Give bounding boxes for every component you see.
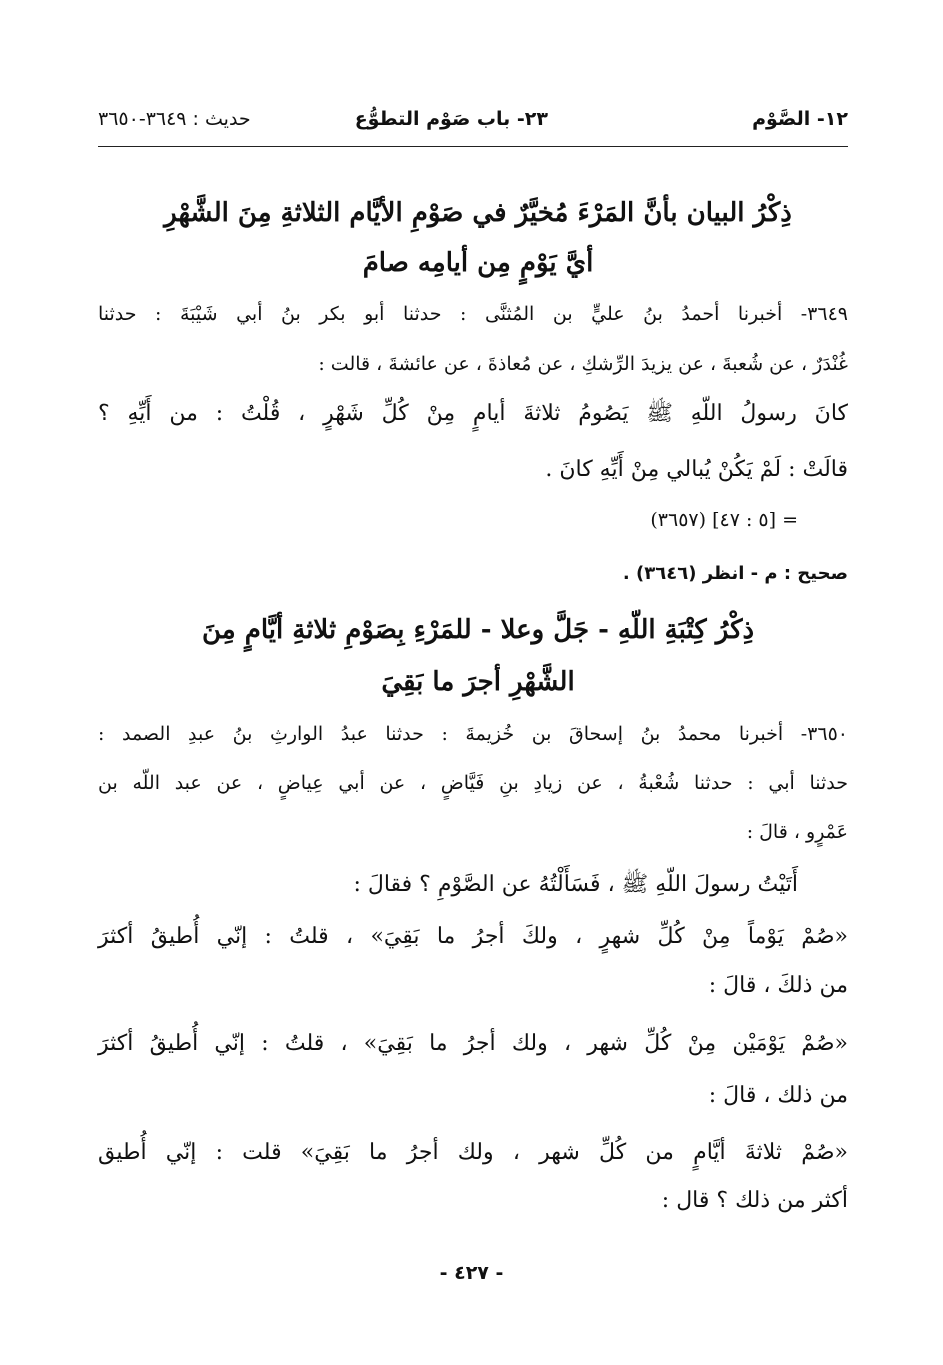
page-number: - ٤٢٧ -	[439, 1262, 504, 1284]
section2-heading-line2: الشَّهْرِ أجرَ ما بَقِيَ	[381, 667, 575, 697]
hadith-3649-matn-line2: قالَتْ : لَمْ يَكُنْ يُبالي مِنْ أَيِّهِ كانَ .	[545, 457, 848, 482]
header-hadith-range: حديث : ٣٦٤٩-٣٦٥٠	[98, 108, 251, 130]
hadith-3649-isnad-line2: غُنْدَرٌ ، عن شُعبةَ ، عن يزيدَ الرِّشكِ ، عن مُعاذةَ ، عن عائشةَ ، قالت :	[318, 353, 848, 375]
hadith-3650-matn-line7: أكثر من ذلك ؟ قال :	[661, 1188, 848, 1213]
hadith-3650-isnad-line2: حدثنا أبي : حدثنا شُعْبةُ ، عن زيادِ بنِ فَيَّاضٍ ، عن أبي عِياضٍ ، عن عبد اللّه بن	[98, 772, 848, 794]
hadith-3649-matn-line1: كانَ رسولُ اللّهِ ﷺ يَصُومُ ثلاثةَ أيامٍ مِنْ كُلِّ شَهْرٍ ، قُلْتُ : من أَيِّهِ ؟	[98, 401, 848, 426]
section1-heading-line1: ذِكْرُ البيان بأنَّ المَرْءَ مُخيَّرٌ في صَوْمِ الأيَّام الثلاثةِ مِنَ الشَّهْرِ	[164, 198, 792, 228]
hadith-3650-matn-line6: «صُمْ ثلاثةَ أيَّامٍ من كُلِّ شهر ، ولك أجرُ ما بَقِيَ» قلت : إنّي أُطيق	[98, 1140, 848, 1165]
hadith-3650-matn-line3: من ذلكَ ، قالَ :	[708, 973, 848, 998]
hadith-3649-isnad-line1: ٣٦٤٩- أخبرنا أحمدُ بنُ عليٍّ بن المُثنَّى : حدثنا أبو بكر بنُ أبي شَيْبَةَ : حدثنا	[98, 303, 848, 325]
hadith-3650-isnad-line1: ٣٦٥٠- أخبرنا محمدُ بنُ إسحاقَ بن خُزيمةَ : حدثنا عبدُ الوارثِ بنُ عبدِ الصمد :	[98, 723, 848, 745]
hadith-3649-grade: صحيح : م - انظر (٣٦٤٦) .	[622, 563, 848, 584]
section1-heading-line2: أيَّ يَوْمٍ مِن أيامِه صامَ	[362, 248, 594, 278]
hadith-3650-matn-line4: «صُمْ يَوْمَيْن مِنْ كُلِّ شهر ، ولك أجرُ ما بَقِيَ» ، قلتُ : إنّي أُطيقُ أكثرَ	[98, 1031, 849, 1056]
hadith-3650-matn-line1: أَتَيْتُ رسولَ اللّهِ ﷺ ، فَسَأَلْتُهُ عن الصَّوْمِ ؟ فقالَ :	[353, 872, 798, 897]
header-book-title: ١٢- الصَّوْم	[752, 108, 848, 130]
header-chapter-title: ٢٣- باب صَوْم التطوُّع	[354, 108, 548, 130]
hadith-3650-matn-line2: «صُمْ يَوْماً مِنْ كُلِّ شهرٍ ، ولكَ أجرُ ما بَقِيَ» ، قلتُ : إنّي أُطيقُ أكثرَ	[98, 924, 848, 949]
running-header	[98, 108, 848, 142]
hadith-3650-matn-line5: من ذلك ، قالَ :	[708, 1083, 848, 1108]
header-divider	[98, 146, 848, 147]
hadith-3650-isnad-line3: عَمْرٍو ، قالَ :	[746, 821, 848, 843]
section2-heading-line1: ذِكْرُ كِتْبَةِ اللّهِ - جَلَّ وعلا - للمَرْءِ بِصَوْمِ ثلاثةِ أيَّامٍ مِنَ	[201, 615, 755, 645]
hadith-3649-reference: = [٥ : ٤٧] (٣٦٥٧)	[650, 509, 798, 531]
